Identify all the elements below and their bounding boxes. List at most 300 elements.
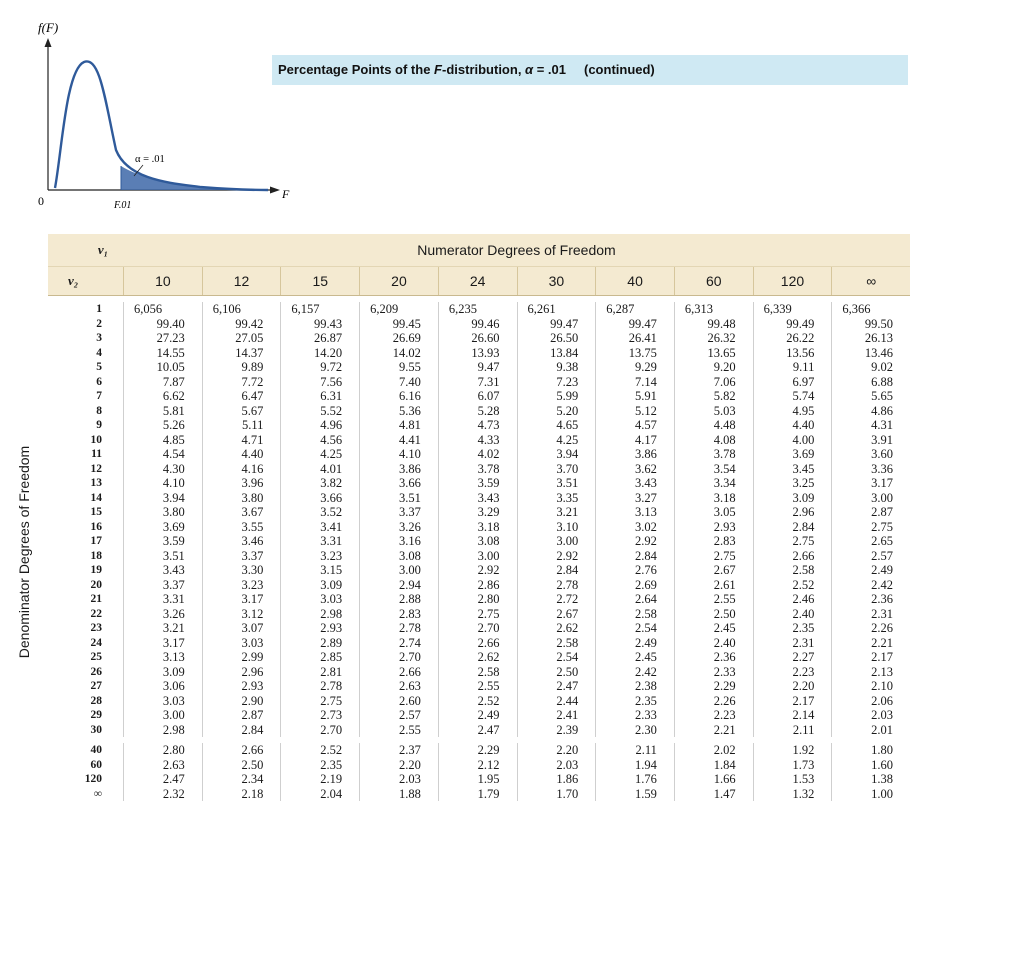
table-cell: 2.21 [831, 636, 910, 651]
table-cell: 2.12 [438, 758, 517, 773]
table-cell: 4.41 [359, 433, 438, 448]
denominator-title: Denominator Degrees of Freedom [16, 445, 32, 658]
table-row [48, 375, 910, 390]
table-cell: 2.58 [438, 665, 517, 680]
table-cell: 3.80 [202, 491, 281, 506]
table-cell: 14.20 [280, 346, 359, 361]
table-cell: 3.66 [359, 476, 438, 491]
table-cell: 3.60 [831, 447, 910, 462]
table-cell: 6,209 [359, 302, 438, 317]
table-cell: 6.07 [438, 389, 517, 404]
table-cell: 3.46 [202, 534, 281, 549]
table-cell: 4.81 [359, 418, 438, 433]
table-cell: 2.10 [831, 679, 910, 694]
table-cell: 3.55 [202, 520, 281, 535]
table-cell: 4.30 [123, 462, 202, 477]
table-cell: 3.00 [517, 534, 596, 549]
table-cell: 9.55 [359, 360, 438, 375]
table-cell: 2.85 [280, 650, 359, 665]
table-cell: 2.88 [359, 592, 438, 607]
table-cell: 6.62 [123, 389, 202, 404]
column-header: 30 [517, 267, 596, 295]
table-cell: 3.27 [595, 491, 674, 506]
nu2-label: ν₂ [68, 273, 79, 288]
table-cell: 99.42 [202, 317, 281, 332]
table-cell: 2.93 [202, 679, 281, 694]
table-cell: 2.57 [359, 708, 438, 723]
table-cell: 3.18 [438, 520, 517, 535]
table-cell: 2.37 [359, 743, 438, 758]
table-cell: 3.00 [438, 549, 517, 564]
table-cell: 6.47 [202, 389, 281, 404]
table-cell: 2.87 [202, 708, 281, 723]
table-cell: 2.13 [831, 665, 910, 680]
table-cell: 2.84 [517, 563, 596, 578]
table-cell: 9.72 [280, 360, 359, 375]
title-alpha-symbol: α [525, 62, 534, 77]
table-cell: 13.65 [674, 346, 753, 361]
table-cell: 4.25 [517, 433, 596, 448]
table-cell: 6.88 [831, 375, 910, 390]
table-cell: 2.70 [438, 621, 517, 636]
table-cell: 2.26 [831, 621, 910, 636]
table-cell: 5.99 [517, 389, 596, 404]
table-cell: 2.30 [595, 723, 674, 738]
table-cell: 6.97 [753, 375, 832, 390]
alpha-label: α = .01 [135, 154, 165, 165]
column-header: 15 [280, 267, 359, 295]
row-label: 10 [90, 433, 102, 446]
y-axis-label: f(F) [38, 20, 59, 35]
table-row [48, 346, 910, 361]
table-cell: 99.40 [123, 317, 202, 332]
row-label: 28 [90, 694, 102, 707]
row-label: 27 [90, 680, 102, 692]
table-cell: 5.11 [202, 418, 281, 433]
table-cell: 3.69 [753, 447, 832, 462]
column-header: 10 [123, 267, 202, 295]
table-cell: 3.94 [123, 491, 202, 506]
table-cell: 3.18 [674, 491, 753, 506]
table-cell: 2.66 [753, 549, 832, 564]
column-header: 60 [674, 267, 753, 295]
table-cell: 3.06 [123, 679, 202, 694]
y-axis-arrow [45, 38, 52, 47]
table-cell: 2.03 [831, 708, 910, 723]
table-cell: 7.14 [595, 375, 674, 390]
table-cell: 3.08 [359, 549, 438, 564]
table-cell: 2.50 [517, 665, 596, 680]
table-cell: 2.19 [280, 772, 359, 787]
table-cell: 2.58 [517, 636, 596, 651]
table-cell: 2.98 [280, 607, 359, 622]
table-cell: 3.86 [359, 462, 438, 477]
table-cell: 2.55 [674, 592, 753, 607]
row-label: 3 [96, 332, 102, 344]
row-label: 8 [96, 404, 102, 417]
column-header: 12 [202, 267, 281, 295]
table-cell: 2.66 [438, 636, 517, 651]
table-cell: 2.70 [359, 650, 438, 665]
table-cell: 99.43 [280, 317, 359, 332]
table-cell: 2.58 [753, 563, 832, 578]
table-cell: 2.49 [595, 636, 674, 651]
table-cell: 5.03 [674, 404, 753, 419]
table-cell: 3.12 [202, 607, 281, 622]
table-row [48, 694, 910, 709]
table-row [48, 360, 910, 375]
table-cell: 2.70 [280, 723, 359, 738]
row-label: 5 [96, 361, 102, 373]
table-cell: 2.57 [831, 549, 910, 564]
table-cell: 99.48 [674, 317, 753, 332]
table-cell: 3.09 [123, 665, 202, 680]
table-cell: 4.10 [123, 476, 202, 491]
table-cell: 4.71 [202, 433, 281, 448]
table-cell: 3.21 [517, 505, 596, 520]
table-cell: 2.47 [123, 772, 202, 787]
table-cell: 4.96 [280, 418, 359, 433]
table-cell: 3.29 [438, 505, 517, 520]
f-distribution-figure [0, 0, 300, 220]
table-cell: 99.49 [753, 317, 832, 332]
table-cell: 7.87 [123, 375, 202, 390]
table-row [48, 578, 910, 593]
table-cell: 2.81 [280, 665, 359, 680]
table-cell: 13.56 [753, 346, 832, 361]
table-row [48, 723, 910, 738]
table-cell: 5.28 [438, 404, 517, 419]
table-cell: 2.89 [280, 636, 359, 651]
table-cell: 6,235 [438, 302, 517, 317]
table-row [48, 447, 910, 462]
table-cell: 3.43 [438, 491, 517, 506]
row-label: 24 [90, 636, 102, 649]
row-label: 21 [90, 593, 102, 605]
table-cell: 1.60 [831, 758, 910, 773]
table-row [48, 549, 910, 564]
table-cell: 3.78 [438, 462, 517, 477]
table-cell: 2.23 [674, 708, 753, 723]
f-distribution-table [16, 234, 910, 801]
table-cell: 3.25 [753, 476, 832, 491]
row-label: 120 [84, 773, 102, 785]
table-cell: 4.08 [674, 433, 753, 448]
table-row [48, 665, 910, 680]
table-cell: 6,287 [595, 302, 674, 317]
table-cell: 2.67 [674, 563, 753, 578]
table-row [48, 418, 910, 433]
table-cell: 3.94 [517, 447, 596, 462]
table-cell: 2.38 [595, 679, 674, 694]
table-row [48, 433, 910, 448]
table-cell: 3.17 [123, 636, 202, 651]
table-cell: 3.69 [123, 520, 202, 535]
table-cell: 99.47 [517, 317, 596, 332]
table-cell: 2.47 [517, 679, 596, 694]
table-cell: 2.63 [359, 679, 438, 694]
table-cell: 5.67 [202, 404, 281, 419]
table-cell: 1.95 [438, 772, 517, 787]
table-cell: 3.09 [753, 491, 832, 506]
density-curve [55, 61, 268, 190]
critical-value-label: F.01 [114, 200, 132, 211]
row-label: 16 [90, 520, 102, 533]
row-label: 6 [96, 375, 102, 388]
table-cell: 6.31 [280, 389, 359, 404]
table-cell: 2.40 [753, 607, 832, 622]
table-cell: 2.17 [753, 694, 832, 709]
table-cell: 2.32 [123, 787, 202, 802]
table-cell: 2.75 [831, 520, 910, 535]
table-cell: 3.15 [280, 563, 359, 578]
table-cell: 3.80 [123, 505, 202, 520]
table-cell: 4.65 [517, 418, 596, 433]
table-cell: 2.99 [202, 650, 281, 665]
table-cell: 3.00 [123, 708, 202, 723]
table-cell: 2.84 [753, 520, 832, 535]
table-cell: 9.20 [674, 360, 753, 375]
row-label: 22 [90, 607, 102, 620]
table-cell: 4.86 [831, 404, 910, 419]
table-row [48, 563, 910, 578]
table-cell: 5.65 [831, 389, 910, 404]
table-cell: 4.85 [123, 433, 202, 448]
table-row [48, 772, 910, 787]
table-cell: 2.83 [674, 534, 753, 549]
row-label: 29 [90, 709, 102, 721]
table-cell: 2.26 [674, 694, 753, 709]
table-cell: 2.46 [753, 592, 832, 607]
table-cell: 1.00 [831, 787, 910, 802]
table-cell: 2.74 [359, 636, 438, 651]
table-cell: 2.52 [280, 743, 359, 758]
table-cell: 3.51 [517, 476, 596, 491]
table-cell: 3.02 [595, 520, 674, 535]
table-cell: 3.54 [674, 462, 753, 477]
table-cell: 3.34 [674, 476, 753, 491]
table-cell: 2.62 [438, 650, 517, 665]
table-row [48, 743, 910, 758]
row-label: 40 [90, 744, 102, 756]
table-cell: 4.16 [202, 462, 281, 477]
table-cell: 3.70 [517, 462, 596, 477]
table-cell: 2.80 [123, 743, 202, 758]
table-cell: 4.56 [280, 433, 359, 448]
table-cell: 2.36 [831, 592, 910, 607]
table-cell: 2.45 [595, 650, 674, 665]
table-cell: 2.27 [753, 650, 832, 665]
table-cell: 2.42 [595, 665, 674, 680]
table-cell: 3.00 [359, 563, 438, 578]
title-prefix: Percentage Points of the [278, 62, 435, 77]
table-cell: 2.14 [753, 708, 832, 723]
table-cell: 2.45 [674, 621, 753, 636]
table-cell: 2.34 [202, 772, 281, 787]
table-row [48, 389, 910, 404]
table-cell: 2.73 [280, 708, 359, 723]
table-cell: 7.56 [280, 375, 359, 390]
table-cell: 2.35 [280, 758, 359, 773]
table-cell: 2.52 [753, 578, 832, 593]
table-cell: 26.22 [753, 331, 832, 346]
table-cell: 1.84 [674, 758, 753, 773]
table-cell: 3.30 [202, 563, 281, 578]
table-cell: 2.35 [595, 694, 674, 709]
table-cell: 5.52 [280, 404, 359, 419]
table-cell: 2.01 [831, 723, 910, 738]
table-cell: 5.12 [595, 404, 674, 419]
table-cell: 3.13 [123, 650, 202, 665]
table-cell: 6,157 [280, 302, 359, 317]
row-label: 9 [96, 419, 102, 431]
column-header: 24 [438, 267, 517, 295]
table-cell: 7.72 [202, 375, 281, 390]
table-cell: 2.54 [517, 650, 596, 665]
table-cell: 3.10 [517, 520, 596, 535]
table-cell: 4.95 [753, 404, 832, 419]
column-header: ∞ [831, 267, 910, 295]
table-cell: 2.96 [202, 665, 281, 680]
table-cell: 2.72 [517, 592, 596, 607]
table-cell: 1.38 [831, 772, 910, 787]
column-header-row [48, 266, 910, 296]
table-cell: 9.29 [595, 360, 674, 375]
table-cell: 2.35 [753, 621, 832, 636]
table-cell: 2.02 [674, 743, 753, 758]
table-cell: 2.29 [674, 679, 753, 694]
table-cell: 7.31 [438, 375, 517, 390]
table-cell: 99.45 [359, 317, 438, 332]
table-cell: 2.93 [674, 520, 753, 535]
table-cell: 1.86 [517, 772, 596, 787]
table-cell: 2.33 [595, 708, 674, 723]
table-cell: 2.11 [595, 743, 674, 758]
table-cell: 99.50 [831, 317, 910, 332]
table-cell: 1.47 [674, 787, 753, 802]
table-cell: 2.49 [438, 708, 517, 723]
table-cell: 2.92 [517, 549, 596, 564]
table-cell: 1.76 [595, 772, 674, 787]
row-label: 17 [90, 535, 102, 547]
table-cell: 2.66 [359, 665, 438, 680]
table-cell: 3.13 [595, 505, 674, 520]
table-cell: 2.86 [438, 578, 517, 593]
origin-label: 0 [38, 194, 44, 208]
table-cell: 26.69 [359, 331, 438, 346]
table-row [48, 462, 910, 477]
table-cell: 2.84 [202, 723, 281, 738]
table-cell: 3.41 [280, 520, 359, 535]
table-cell: 4.33 [438, 433, 517, 448]
table-cell: 2.11 [753, 723, 832, 738]
table-cell: 3.36 [831, 462, 910, 477]
table-cell: 9.38 [517, 360, 596, 375]
table-cell: 3.16 [359, 534, 438, 549]
table-cell: 3.21 [123, 621, 202, 636]
table-cell: 2.03 [359, 772, 438, 787]
table-cell: 3.31 [280, 534, 359, 549]
table-cell: 4.57 [595, 418, 674, 433]
title-suffix: (continued) [584, 62, 655, 77]
table-body [16, 302, 910, 801]
table-cell: 2.39 [517, 723, 596, 738]
x-axis-label: F [282, 187, 290, 201]
table-cell: 6.16 [359, 389, 438, 404]
table-cell: 1.32 [753, 787, 832, 802]
table-cell: 2.42 [831, 578, 910, 593]
table-cell: 3.51 [123, 549, 202, 564]
row-label: 18 [90, 549, 102, 562]
table-cell: 3.91 [831, 433, 910, 448]
table-cell: 1.53 [753, 772, 832, 787]
numerator-header [48, 234, 910, 266]
table-cell: 3.43 [595, 476, 674, 491]
table-cell: 2.61 [674, 578, 753, 593]
table-cell: 4.00 [753, 433, 832, 448]
table-cell: 2.75 [753, 534, 832, 549]
row-label: 23 [90, 622, 102, 634]
table-cell: 3.23 [202, 578, 281, 593]
table-cell: 2.69 [595, 578, 674, 593]
row-label: ∞ [93, 787, 102, 800]
table-cell: 3.37 [359, 505, 438, 520]
table-cell: 5.74 [753, 389, 832, 404]
table-cell: 2.31 [831, 607, 910, 622]
title-alpha-value: = .01 [533, 62, 566, 77]
table-cell: 27.23 [123, 331, 202, 346]
row-label: 15 [90, 506, 102, 518]
table-cell: 2.20 [753, 679, 832, 694]
table-cell: 2.75 [438, 607, 517, 622]
table-cell: 27.05 [202, 331, 281, 346]
table-cell: 2.54 [595, 621, 674, 636]
table-cell: 1.70 [517, 787, 596, 802]
table-cell: 9.11 [753, 360, 832, 375]
table-cell: 2.29 [438, 743, 517, 758]
table-cell: 3.05 [674, 505, 753, 520]
table-cell: 3.17 [202, 592, 281, 607]
table-cell: 9.47 [438, 360, 517, 375]
table-cell: 6,056 [123, 302, 202, 317]
table-cell: 4.40 [202, 447, 281, 462]
table-row [48, 404, 910, 419]
table-cell: 2.33 [674, 665, 753, 680]
table-cell: 2.52 [438, 694, 517, 709]
table-cell: 4.01 [280, 462, 359, 477]
table-cell: 3.78 [674, 447, 753, 462]
table-cell: 2.76 [595, 563, 674, 578]
table-cell: 2.06 [831, 694, 910, 709]
table-cell: 4.17 [595, 433, 674, 448]
row-label: 13 [90, 477, 102, 489]
table-cell: 4.48 [674, 418, 753, 433]
table-cell: 9.89 [202, 360, 281, 375]
table-row [48, 607, 910, 622]
table-cell: 26.41 [595, 331, 674, 346]
table-cell: 2.20 [359, 758, 438, 773]
table-cell: 3.03 [280, 592, 359, 607]
table-cell: 5.36 [359, 404, 438, 419]
table-cell: 5.91 [595, 389, 674, 404]
row-label: 11 [91, 448, 102, 460]
table-cell: 3.03 [123, 694, 202, 709]
table-cell: 5.81 [123, 404, 202, 419]
table-cell: 2.20 [517, 743, 596, 758]
table-cell: 13.46 [831, 346, 910, 361]
table-cell: 3.00 [831, 491, 910, 506]
table-cell: 3.23 [280, 549, 359, 564]
